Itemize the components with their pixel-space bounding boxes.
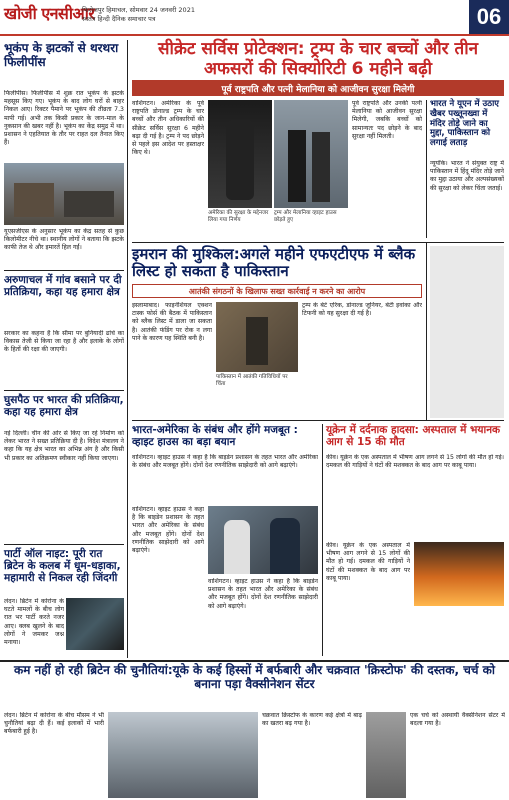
indo-us-body: वाशिंगटन। व्हाइट हाउस ने कहा है कि बाइडेन प्रशासन के तहत भारत और अमेरिका के संबंध और मजबूत होंगे। दोनों देश रणनीतिक साझेदारी को आगे बढ़ाएंगे। [132, 454, 318, 470]
fire-photo [414, 542, 504, 606]
pak-strap: आतंकी संगठनों के खिलाफ सख्त कार्रवाई न करने का आरोप [132, 284, 422, 298]
modi-biden-photo [208, 506, 318, 574]
quake-body: फिलीपींस। फिलीपींस में शुक्र रात भूकंप के झटके महसूस किए गए। भूकंप के बाद लोग घरों से बाहर निकल आए। रिक्टर पैमाने पर भूकंप की तीव्रता 7.3 मापी गई। अभी तक किसी प्रकार के जान-माल के नुकसान की खबर नहीं है। भूकंप का केंद्र समुद्र में था। प्रशासन ने एहतियात के तौर पर राहत दल तैनात किए हैं। [4, 90, 124, 147]
main-body-col2: पूर्व राष्ट्रपति और उनकी पत्नी मेलानिया को आजीवन सुरक्षा मिलेगी, जबकि बच्चों को सामान्यतः पद छोड़ने के बाद सुरक्षा नहीं मिलती। [352, 100, 422, 140]
sidebar-box [430, 246, 504, 418]
main-headline: सीक्रेट सर्विस प्रोटेक्शन: ट्रम्प के चार बच्चों और तीन अफसरों की सिक्योरिटी 6 महीने बढ़ी [157, 39, 479, 79]
indo-us-body-3: वाशिंगटन। व्हाइट हाउस ने कहा है कि बाइडेन प्रशासन के तहत भारत और अमेरिका के संबंध और मजबूत होंगे। दोनों देश रणनीतिक साझेदारी को आगे बढ़ाएंगे। [208, 578, 318, 610]
flood-photo [108, 712, 258, 798]
uk-body-1: लंदन। ब्रिटेन में कोरोना के बीच मौसम ने भी चुनौतियां बढ़ा दी हैं। कई इलाकों में भारी बर्फबारी हुई है। [4, 712, 104, 736]
indo-us-body-2: वाशिंगटन। व्हाइट हाउस ने कहा है कि बाइडेन प्रशासन के तहत भारत और अमेरिका के संबंध और मजबूत होंगे। दोनों देश रणनीतिक साझेदारी को आगे बढ़ाएंगे। [132, 506, 204, 555]
party-headline: पार्टी ऑल नाइट: पूरी रात ब्रिटेन के कलब में धूम-धड़ाका, महामारी से निकल रही जिंदगी [4, 548, 121, 585]
pak-photo-caption: पाकिस्तान में आतंकी गतिविधियों पर चिंता [216, 374, 288, 387]
village-body: सरकार का कहना है कि सीमा पर बुनियादी ढांचे का विकास तेजी से किया जा रहा है और इलाके के लोगों के हितों की रक्षा की जाएगी। [4, 330, 124, 354]
nepal-headline: भारत ने यूएन में उठाए खैबर पख्तूनख्वा में मंदिर तोड़े जाने का मुद्दा, पाकिस्तान को लगाई लताड़ [430, 99, 499, 149]
pak-body-col1: इस्लामाबाद। फाइनेंशियल एक्शन टास्क फोर्स की बैठक में पाकिस्तान को ब्लैक लिस्ट में डाला जा सकता है। आतंकी फंडिंग पर रोक न लगा पाने के कारण यह स्थिति बनी है। [132, 302, 212, 342]
date-line: फिरोजपुर हिमाचल, सोमवार 24 जनवरी 2021 [82, 6, 195, 14]
photo-caption-1: अमेरिका की सुरक्षा के मद्देनजर लिया गया निर्णय [208, 210, 269, 223]
indo-us-headline: भारत-अमेरिका के संबंध और होंगे मजबूत : व्हाइट हाउस का बड़ा बयान [132, 424, 298, 449]
china-body: नई दिल्ली। चीन की ओर से किए जा रहे निर्माण को लेकर भारत ने सख्त प्रतिक्रिया दी है। विदेश मंत्रालय ने कहा कि यह क्षेत्र भारत का अभिन्न अंग है और किसी भी प्रकार का अतिक्रमण स्वीकार नहीं किया जाएगा। [4, 430, 124, 462]
newspaper-logo: खोजी एनसीआर [4, 4, 95, 23]
trump-melania-photo [274, 100, 348, 208]
ukraine-headline: यूक्रेन में दर्दनाक हादसा: अस्पताल में भयानक आग से 15 की मौत [326, 424, 501, 449]
trump-family-photo [208, 100, 272, 208]
church-photo [366, 712, 406, 798]
page-number: 06 [469, 0, 509, 34]
quake-photo [4, 163, 124, 225]
uk-headline: कम नहीं हो रही ब्रिटेन की चुनौतियां:यूके के कई हिस्सों में बर्फबारी और चक्रवात 'क्रिस्टोफ' की दस्तक, चर्च को बनाना पड़ा वैक्सीनेशन सेंटर [14, 663, 495, 691]
nepal-body: न्यूयॉर्क। भारत ने संयुक्त राष्ट्र में पाकिस्तान में हिंदू मंदिर तोड़े जाने का मुद्दा उठाया और अल्पसंख्यकों की सुरक्षा को लेकर चिंता जताई। [430, 160, 504, 192]
pak-headline: इमरान की मुश्किल:अगले महीने एफएटीएफ में ब्लैक लिस्ट हो सकता है पाकिस्तान [132, 245, 416, 281]
uk-body-3: एक चर्च को अस्थायी वैक्सीनेशन सेंटर में बदला गया है। [410, 712, 505, 728]
quake-headline: भूकंप के झटकों से थरथरा फिलीपींस [4, 41, 119, 69]
village-headline: अरुणाचल में गांव बसाने पर दी प्रतिक्रिया, कहा यह हमारा क्षेत्र [4, 274, 122, 299]
party-photo [66, 598, 124, 650]
masthead [0, 0, 509, 36]
pak-body-col3: ट्रम्प के बेटे एरिक, डोनाल्ड जूनियर, बेटी इवांका और टिफनी को यह सुरक्षा दी गई है। [302, 302, 422, 318]
party-body: लंदन। ब्रिटेन में कोरोना के घटते मामलों के बीच लोग रात भर पार्टी करते नजर आए। क्लब खुलने के बाद लोगों ने जमकर जश्न मनाया। [4, 598, 64, 647]
main-strap: पूर्व राष्ट्रपति और पत्नी मेलानिया को आजीवन सुरक्षा मिलेगी [132, 80, 504, 96]
photo-caption-2: ट्रम्प और मेलानिया व्हाइट हाउस छोड़ते हुए [274, 210, 337, 223]
pak-photo [216, 302, 298, 372]
quake-body-2: यूएसजीएस के अनुसार भूकंप का केंद्र सतह से कुछ किलोमीटर नीचे था। स्थानीय लोगों ने बताया कि झटके काफी तेज थे और इमारतें हिल गईं। [4, 228, 124, 252]
ukraine-body: कीव। यूक्रेन के एक अस्पताल में भीषण आग लगने से 15 लोगों की मौत हो गई। दमकल की गाड़ियों ने घंटों की मशक्कत के बाद आग पर काबू पाया। [326, 454, 504, 470]
edition-meta [82, 6, 195, 24]
uk-body-2: चक्रवात क्रिस्टोफ के कारण कई क्षेत्रों में बाढ़ का खतरा बढ़ गया है। [262, 712, 362, 728]
main-body-col1: वाशिंगटन। अमेरिका के पूर्व राष्ट्रपति डोनाल्ड ट्रम्प के चार बच्चों और तीन अधिकारियों की सीक्रेट सर्विस सुरक्षा 6 महीने बढ़ा दी गई है। ट्रम्प ने पद छोड़ने से पहले इस आदेश पर हस्ताक्षर किए थे। [132, 100, 204, 157]
china-headline: घुसपैठ पर भारत की प्रतिक्रिया, कहा यह हमारा क्षेत्र [4, 394, 124, 419]
tagline: स्वतंत्र हिन्दी दैनिक समाचार पत्र [82, 15, 156, 23]
ukraine-body-2: कीव। यूक्रेन के एक अस्पताल में भीषण आग लगने से 15 लोगों की मौत हो गई। दमकल की गाड़ियों ने घंटों की मशक्कत के बाद आग पर काबू पाया। [326, 542, 410, 582]
